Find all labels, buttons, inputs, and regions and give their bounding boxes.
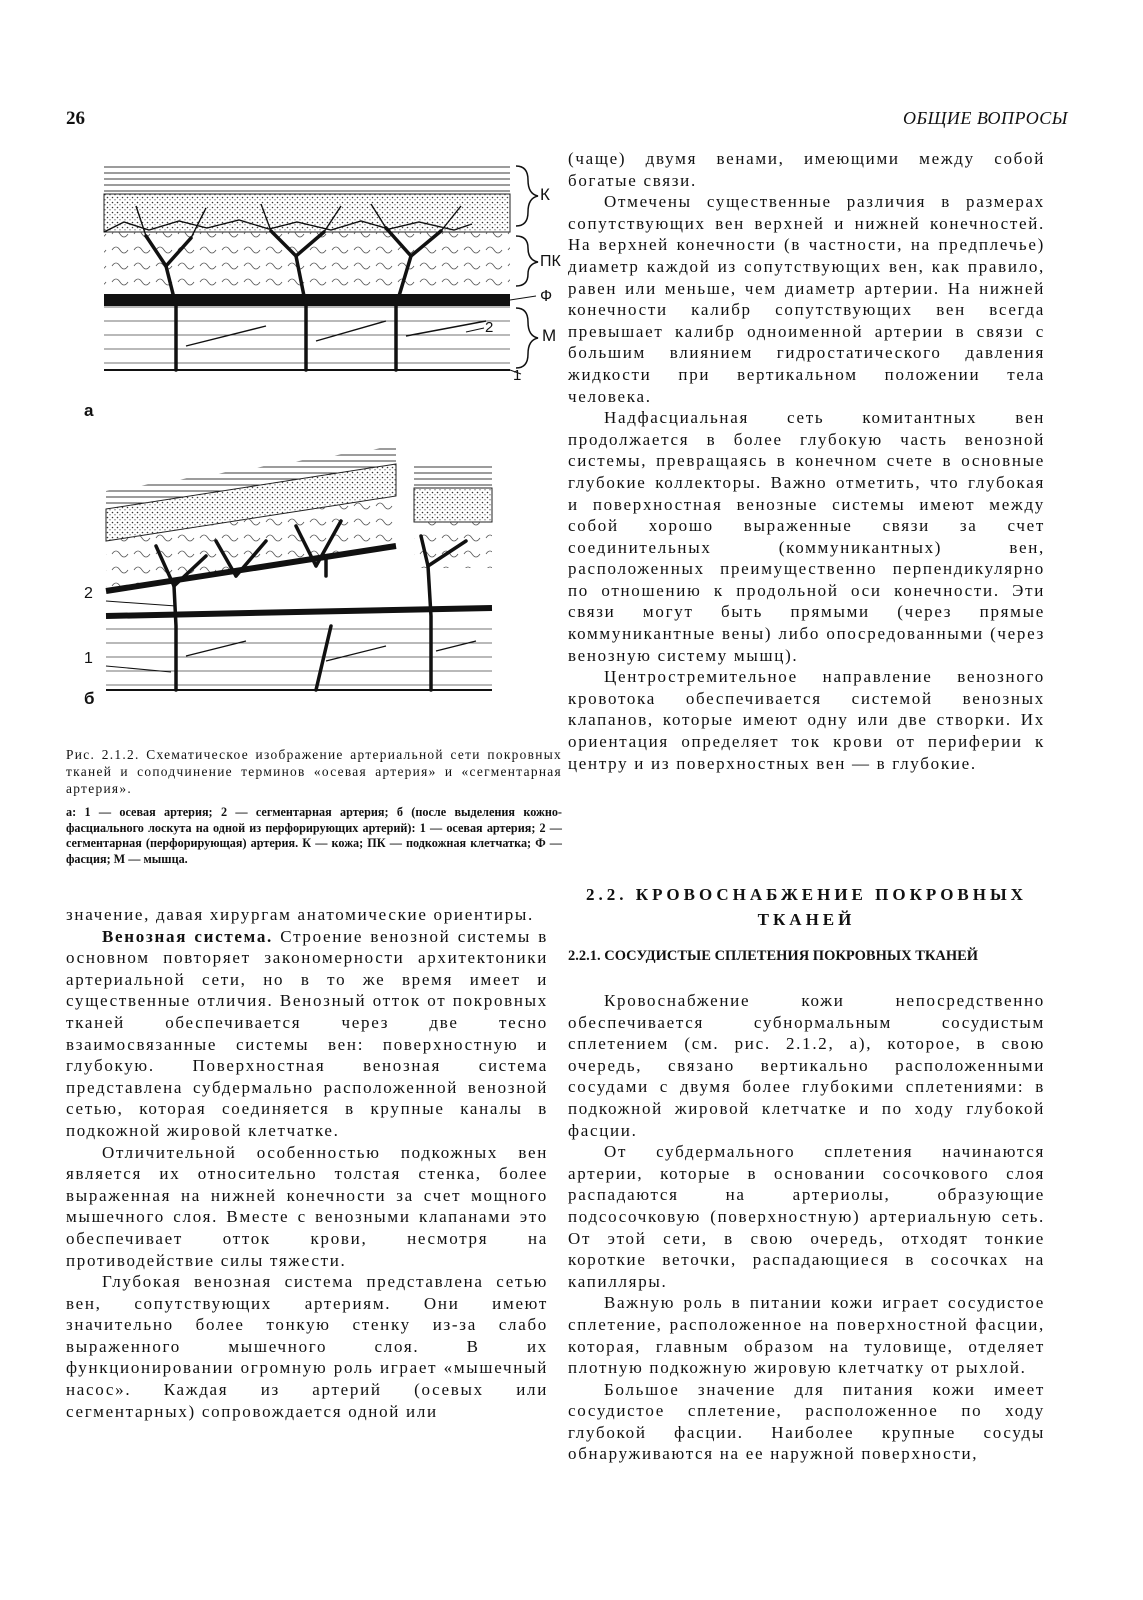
paragraph-lead: Венозная система. (102, 926, 273, 946)
paragraph: Надфасциальная сеть комитантных вен продолжается в более глубокую часть венозной системы, превращаясь в конечном счете в основные глубокие коллекторы. Важно отметить, что глубокая и поверхностная венозные системы имеют между собой хорошо выраженные связи за счет соединительных (коммуникантных) вен, расположенных преимущественно перпендикулярно по отношению к продольной оси конечности. Эти связи могут быть прямыми (через прямые коммуникантные вены) либо опосредованными (через венозную систему мышц). (568, 408, 1045, 665)
right-column-text-bottom (568, 990, 1045, 1465)
caption-legend: а: 1 — осевая артерия; 2 — сегментарная артерия; б (после выделения кожно-фасциального лоскута на одной из перфорирующих артерий): 1 — осевая артерия; 2 — сегментарная (перфорирующая) артерия. К — кожа; ПК — подкожная клетчатка; Ф — фасция; М — мышца. (66, 805, 562, 866)
paragraph: Отмечены существенные различия в размерах сопутствующих вен верхней и нижней конечностей. На верхней конечности (в частности, на предплечье) диаметр каждой из сопутствующих вен, как правило, равен или меньше, чем диаметр артерии. На нижней конечности калибр сопутствующих вен всегда превышает калибр одноименной артерии в связи с большим влиянием гидростатического давления жидкости при вертикальном положении тела человека. (568, 192, 1045, 406)
left-column-text (66, 904, 548, 1422)
panel-a-drawing (104, 164, 538, 374)
paragraph: Кровоснабжение кожи непосредственно обеспечивается субнормальным сосудистым сплетением (см. рис. 2.1.2, а), которое, в свою очередь, связано вертикально расположенными сосудами с двумя более глубокими сплетениями: в подкожной жировой клетчатке и по ходу глубокой фасции. (568, 991, 1045, 1140)
label-fascia-a: Ф (540, 288, 553, 305)
panel-a-label: а (84, 401, 94, 420)
caption-title: Рис. 2.1.2. Схематическое изображение артериальной сети покровных тканей и соподчинение терминов «осевая артерия» и «сегментарная артерия». (66, 747, 562, 796)
figure-caption (66, 746, 562, 867)
running-title: ОБЩИЕ ВОПРОСЫ (903, 108, 1068, 128)
paragraph: Отличительной особенностью подкожных вен является их относительно толстая стенка, более выраженная на нижней конечности за счет мощного мышечного слоя. Вместе с венозными клапанами это обеспечивает отток крови, несмотря на противодействие силы тяжести. (66, 1142, 548, 1270)
label-num-2-a: 2 (485, 319, 494, 336)
paragraph-text: Строение венозной системы в основном повторяет закономерности архитектоники артериальной сети, но в то же время имеет и существенные отличия. Венозный отток от покровных тканей обеспечивается через две тесно взаимосвязанные системы вен: поверхностную и глубокую. Поверхностная венозная система представлена субдермально расположенной венозной сетью, которая соединяется в крупные каналы в подкожной жировой клетчатке. (66, 926, 548, 1140)
label-num-1-a: 1 (513, 367, 522, 384)
paragraph: Большое значение для питания кожи имеет сосудистое сплетение, расположенное по ходу глубокой фасции. Наиболее крупные сосуды обнаруживаются на ее наружной поверхности, (568, 1379, 1045, 1464)
paragraph: Глубокая венозная система представлена сетью вен, сопутствующих артериям. Они имеют значительно более тонкую стенку из-за слабо выраженного мышечного слоя. В их функционировании огромную роль играет «мышечный насос». Каждая из артерий (осевых или сегментарных) сопровождается одной или (66, 1272, 548, 1421)
paragraph: Важную роль в питании кожи играет сосудистое сплетение, расположенное на поверхностной фасции, которая, главным образом на туловище, отделяет плотную подкожную жировую клетчатку от рыхлой. (568, 1293, 1045, 1378)
label-muscle-a: М (542, 326, 557, 345)
section-title: 2.2. КРОВОСНАБЖЕНИЕ ПОКРОВНЫХ ТКАНЕЙ (586, 885, 1027, 929)
paragraph: значение, давая хирургам анатомические ориентиры. (66, 905, 534, 924)
label-skin-a: К (540, 185, 550, 204)
label-num-2-b: 2 (84, 585, 93, 602)
page-number: 26 (66, 108, 85, 129)
figure-arterial-network (66, 146, 562, 730)
subsection-title: 2.2.1. СОСУДИСТЫЕ СПЛЕТЕНИЯ ПОКРОВНЫХ ТКАНЕЙ (568, 948, 979, 964)
paragraph: (чаще) двумя венами, имеющими между собой богатые связи. (568, 149, 1045, 190)
figure-drawing (66, 146, 562, 730)
paragraph-venous-system (66, 926, 548, 1142)
right-column-text-top (568, 148, 1045, 774)
label-subcutis-a: ПК (540, 253, 561, 270)
panel-b-drawing (106, 446, 492, 690)
label-num-1-b: 1 (84, 650, 93, 667)
paragraph: От субдермального сплетения начинаются артерии, которые в основании сосочкового слоя распадаются на артериолы, образующие подсосочковую (поверхностную) артериальную сеть. От этой сети, в свою очередь, отходят тонкие короткие веточки, распадающиеся в сосочках на капилляры. (568, 1142, 1045, 1291)
paragraph: Центростремительное направление венозного кровотока обеспечивается системой венозных клапанов, которые имеют одну или две створки. Их ориентация определяет ток крови от периферии к центру и из поверхностных вен — в глубокие. (568, 667, 1045, 773)
panel-b-label: б (84, 689, 95, 708)
